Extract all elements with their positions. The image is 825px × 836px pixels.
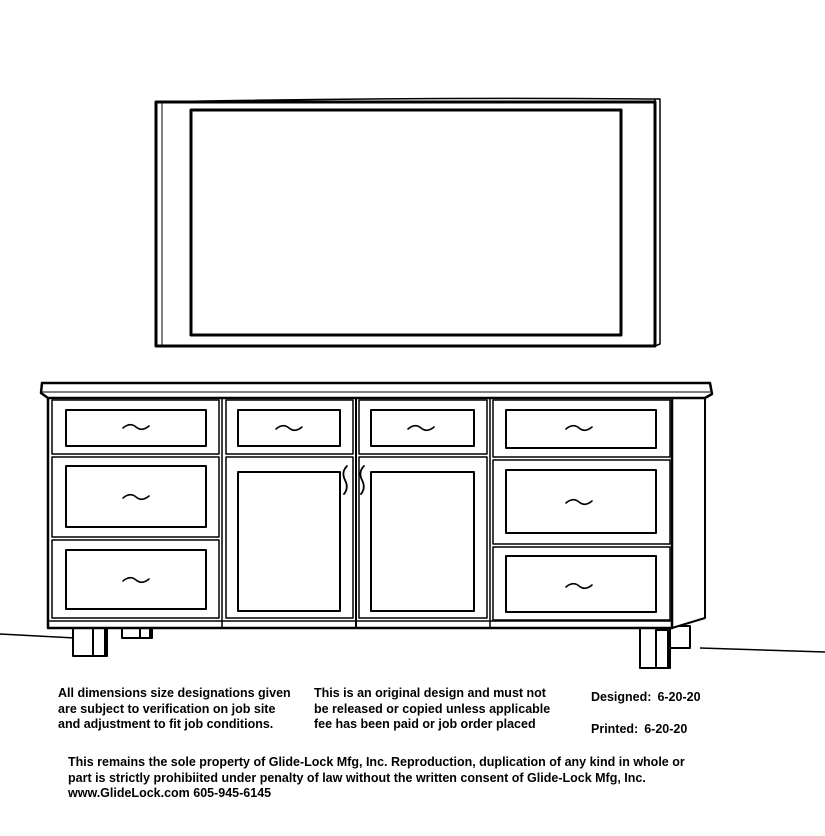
property-line-2: part is strictly prohibiited under penalty of law without the written consent of Glide-Lock Mfg, Inc. xyxy=(68,770,646,785)
designed-label: Designed: xyxy=(591,690,652,704)
designed-date: 6-20-20 xyxy=(657,690,701,704)
mirror xyxy=(156,98,660,346)
property-notice xyxy=(68,755,768,802)
printed-row xyxy=(591,722,687,738)
contact-line: www.GlideLock.com 605-945-6145 xyxy=(68,786,272,800)
property-line-1: This remains the sole property of Glide-Lock Mfg, Inc. Reproduction, duplication of any kind in whole or xyxy=(68,755,685,769)
dresser-top xyxy=(41,383,712,398)
mirror-glass xyxy=(191,110,621,335)
disclaimer-note: All dimensions size designations given are subject to verification on job site and adjustment to fit job conditions. xyxy=(58,686,291,731)
original-design-note: This is an original design and must not be released or copied unless applicable fee has been paid or job order placed xyxy=(314,686,551,731)
printed-date: 6-20-20 xyxy=(644,722,688,736)
left-drawers xyxy=(52,400,219,618)
designed-row xyxy=(591,690,701,706)
printed-label: Printed: xyxy=(591,722,639,736)
